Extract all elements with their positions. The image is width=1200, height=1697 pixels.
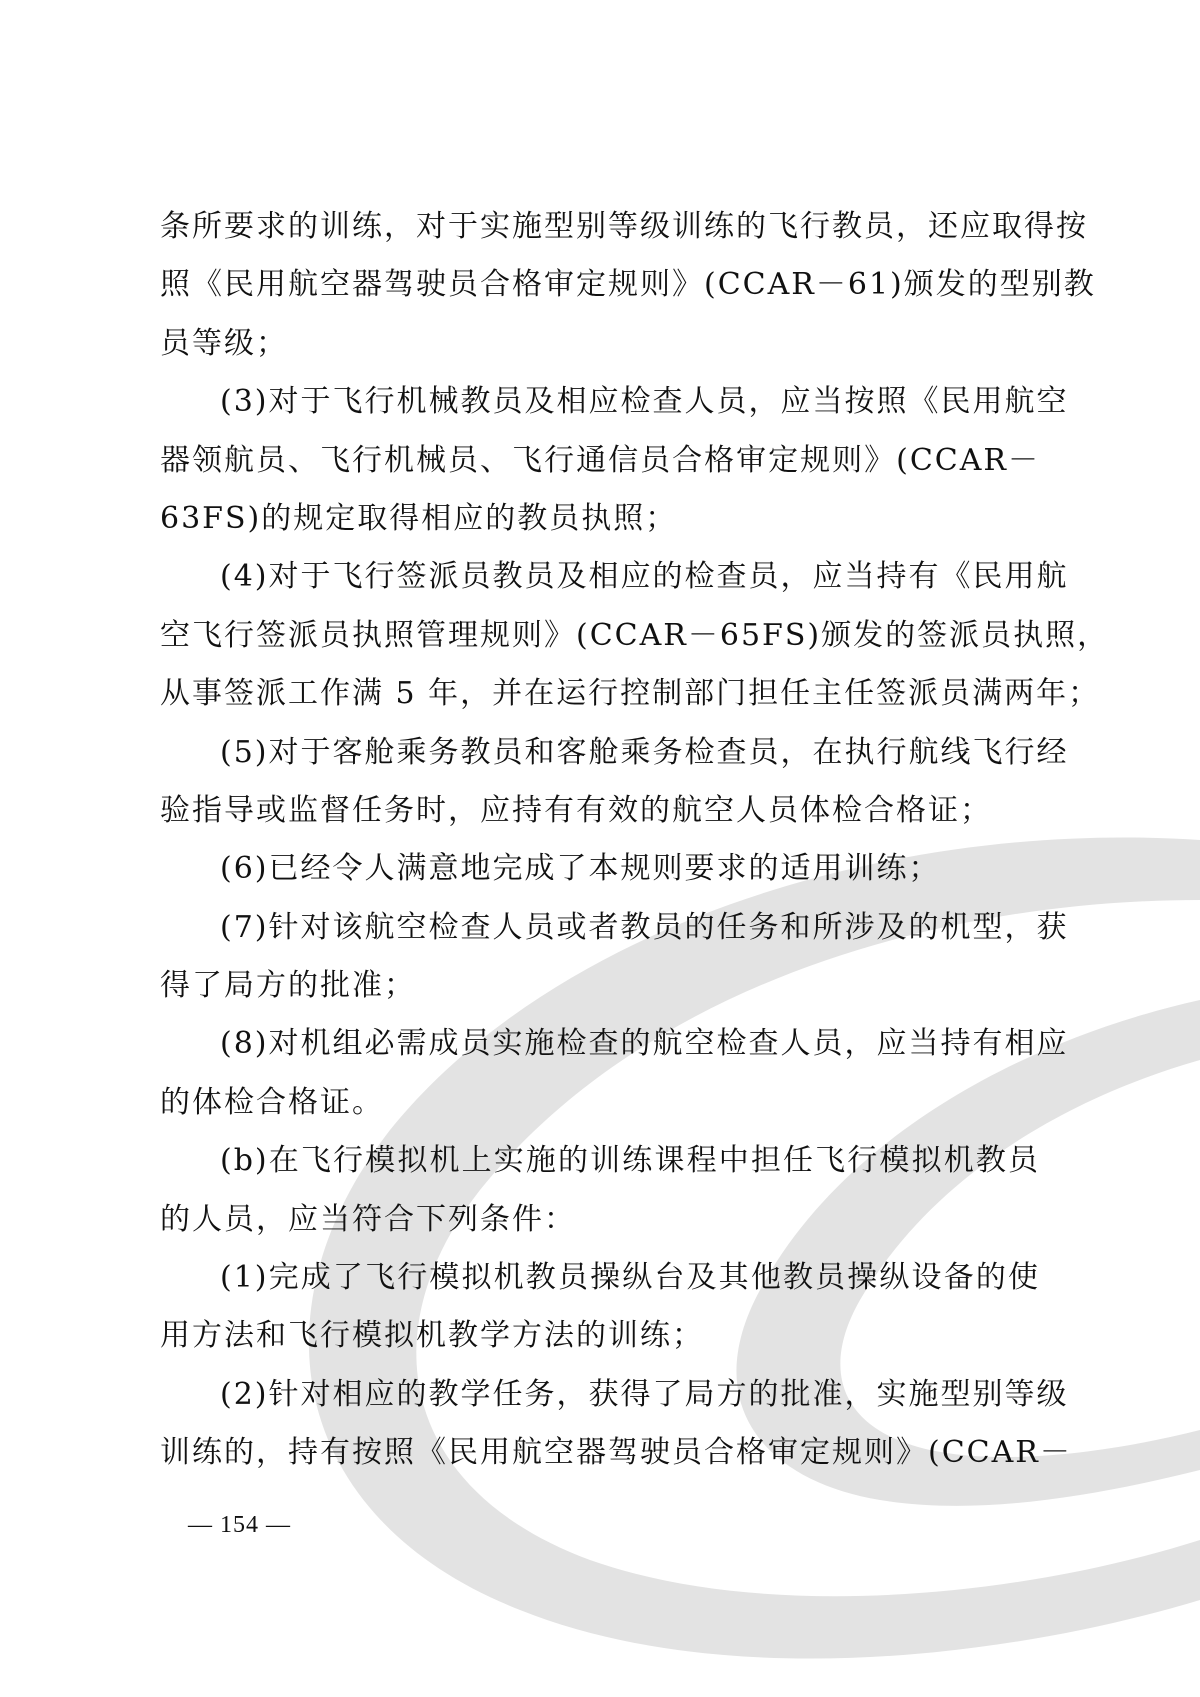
text-line: 验指导或监督任务时，应持有有效的航空人员体检合格证； — [160, 792, 992, 828]
text-line: 从事签派工作满 5 年，并在运行控制部门担任主任签派员满两年； — [160, 676, 1101, 712]
text-line: 空飞行签派员执照管理规则》(CCAR－65FS)颁发的签派员执照， — [160, 617, 1110, 653]
text-line: 得了局方的批准； — [160, 968, 416, 1004]
text-line: (4)对于飞行签派员教员及相应的检查员，应当持有《民用航 — [220, 559, 1069, 595]
text-line: 照《民用航空器驾驶员合格审定规则》(CCAR－61)颁发的型别教 — [160, 267, 1096, 303]
text-line: 条所要求的训练，对于实施型别等级训练的飞行教员，还应取得按 — [160, 209, 1088, 244]
text-line: (7)针对该航空检查人员或者教员的任务和所涉及的机型，获 — [220, 909, 1069, 945]
text-line: (2)针对相应的教学任务，获得了局方的批准，实施型别等级 — [220, 1376, 1069, 1412]
text-line: 用方法和飞行模拟机教学方法的训练； — [160, 1318, 704, 1354]
text-line: (8)对机组必需成员实施检查的航空检查人员，应当持有相应 — [220, 1026, 1069, 1062]
page-number: — 154 — — [188, 1512, 291, 1538]
text-line: 训练的，持有按照《民用航空器驾驶员合格审定规则》(CCAR－ — [160, 1435, 1072, 1471]
text-line: (1)完成了飞行模拟机教员操纵台及其他教员操纵设备的使 — [220, 1260, 1040, 1296]
body-text — [160, 198, 1110, 1483]
text-line: (5)对于客舱乘务教员和客舱乘务检查员，在执行航线飞行经 — [220, 734, 1069, 770]
text-line: (b)在飞行模拟机上实施的训练课程中担任飞行模拟机教员 — [220, 1143, 1040, 1179]
text-line: 的人员，应当符合下列条件： — [160, 1201, 576, 1237]
text-line: 的体检合格证。 — [160, 1084, 384, 1120]
text-line: 63FS)的规定取得相应的教员执照； — [160, 500, 678, 536]
text-line: 器领航员、飞行机械员、飞行通信员合格审定规则》(CCAR－ — [160, 442, 1040, 478]
text-line: 员等级； — [160, 325, 288, 361]
text-line: (3)对于飞行机械教员及相应检查人员，应当按照《民用航空 — [220, 384, 1069, 420]
text-line: (6)已经令人满意地完成了本规则要求的适用训练； — [220, 851, 941, 887]
